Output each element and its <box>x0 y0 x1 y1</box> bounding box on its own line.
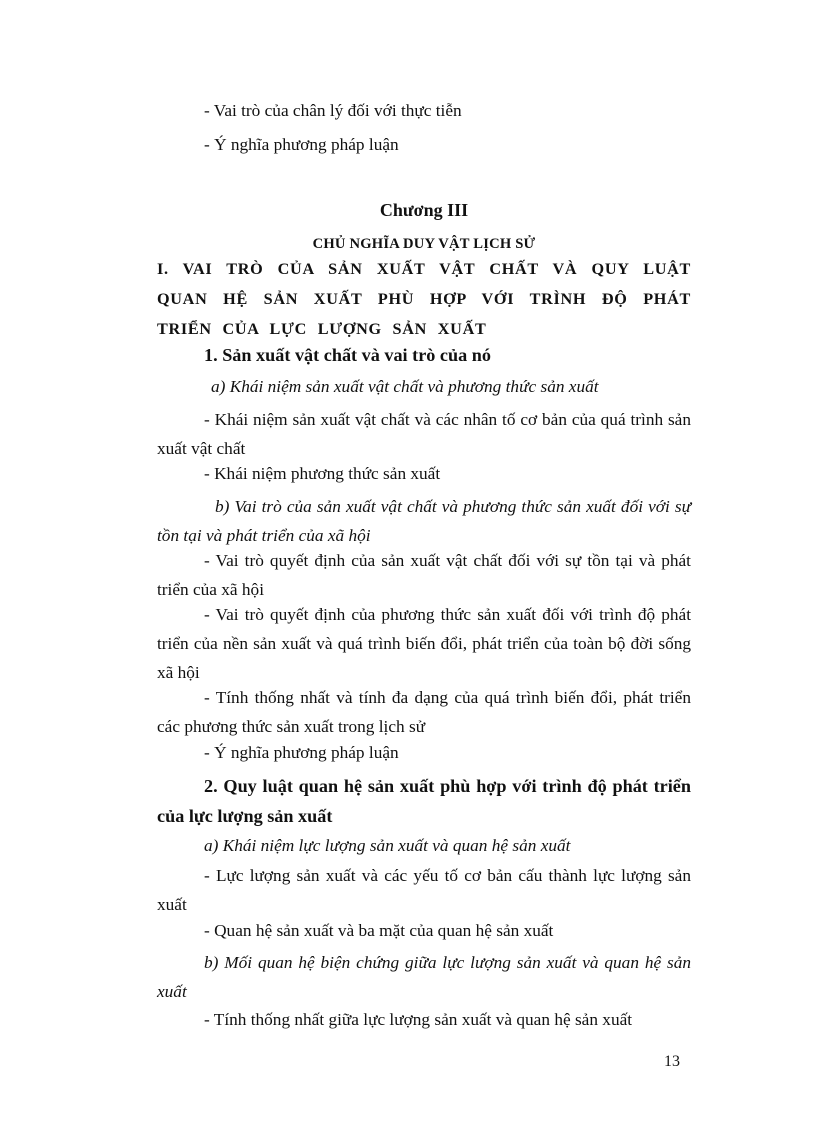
list-item: - Vai trò quyết định của phương thức sản xuất đối với trình độ phát triển của nền sản xuất và quá trình biến đổi, phát triển của toàn bộ đời sống xã hội <box>157 605 691 682</box>
subsection-b-title: b) Vai trò của sản xuất vật chất và phương thức sản xuất đối với sự tồn tại và phát triển của xã hội <box>157 497 691 545</box>
list-item: - Khái niệm sản xuất vật chất và các nhân tố cơ bản của quá trình sản xuất vật chất <box>157 410 691 458</box>
chapter-label: Chương III <box>379 200 469 220</box>
list-item: - Lực lượng sản xuất và các yếu tố cơ bản cấu thành lực lượng sản xuất <box>157 866 691 914</box>
list-item: - Vai trò quyết định của sản xuất vật chất đối với sự tồn tại và phát triển của xã hội <box>157 551 691 599</box>
subsection-a-title: a) Khái niệm lực lượng sản xuất và quan hệ sản xuất <box>204 836 571 855</box>
list-item: - Quan hệ sản xuất và ba mặt của quan hệ sản xuất <box>204 921 554 940</box>
subsection-title: 1. Sản xuất vật chất và vai trò của nó <box>204 345 491 365</box>
list-item: - Ý nghĩa phương pháp luận <box>204 135 399 154</box>
chapter-title: CHỦ NGHĨA DUY VẬT LỊCH SỬ <box>312 236 536 252</box>
subsection-a-title: a) Khái niệm sản xuất vật chất và phương thức sản xuất <box>211 377 599 396</box>
subsection-b-title: b) Mối quan hệ biện chứng giữa lực lượng sản xuất và quan hệ sản xuất <box>157 953 691 1001</box>
subsection-title: 2. Quy luật quan hệ sản xuất phù hợp với trình độ phát triển của lực lượng sản xuất <box>157 776 691 826</box>
list-item: - Tính thống nhất giữa lực lượng sản xuất và quan hệ sản xuất <box>204 1010 633 1029</box>
page-number: 13 <box>664 1053 680 1070</box>
list-item: - Tính thống nhất và tính đa dạng của quá trình biến đổi, phát triển các phương thức sản xuất trong lịch sử <box>157 688 691 736</box>
list-item: - Khái niệm phương thức sản xuất <box>204 464 441 483</box>
list-item: - Vai trò của chân lý đối với thực tiễn <box>204 101 462 120</box>
list-item: - Ý nghĩa phương pháp luận <box>204 743 399 762</box>
section-heading: I. VAI TRÒ CỦA SẢN XUẤT VẬT CHẤT VÀ QUY LUẬT QUAN HỆ SẢN XUẤT PHÙ HỢP VỚI TRÌNH ĐỘ PHÁT TRIỂN CỦA LỰC LƯỢNG SẢN XUẤT <box>157 260 691 338</box>
